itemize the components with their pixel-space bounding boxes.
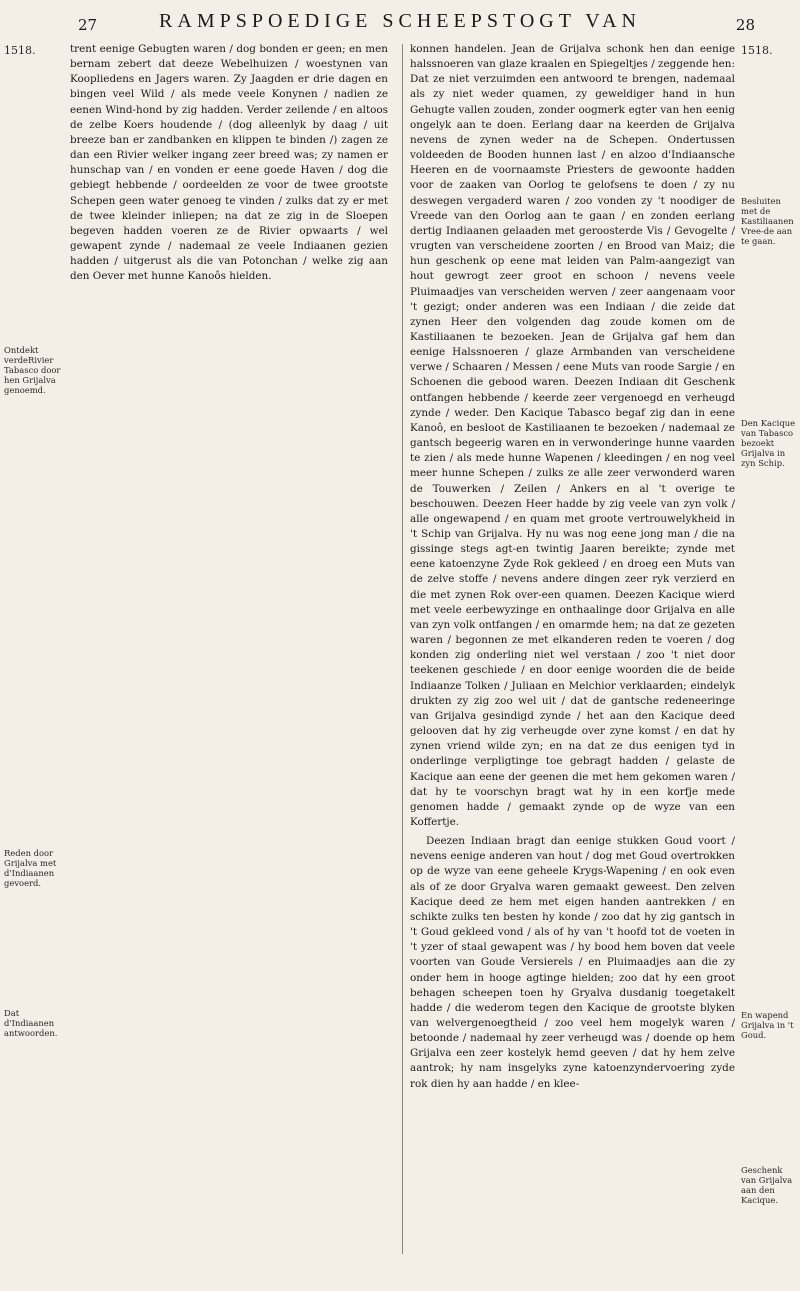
left-paragraph: trent eenige Gebugten waren / dog bonden er geen; en men bernam zebert dat deeze Webelhuizen / woestynen van Koopliedens en Jagers waren. Zy Jaagden er drie dagen en bingen veel Wild / als mede veele Konynen / nadien ze eenen Wind-hond by zig hadden. Verder zeilende / en altoos de zelbe Koers houdende / (dog alleenlyk by daag / uit breeze ban er zandbanken en klippen te binden /) zagen ze dan een Rivier welker ingang zeer breed was; zy namen er hunschap van / en vonden er eene goede Haven / dog die gebiegt hebbende / oordeelden ze voor de twee grootste Schepen geen water genoeg te vinden / zulks dat zy er met de twee kleinder inliepen; na dat ze zig in de Sloepen begeven hadden voeren ze de Rivier opwaarts / wel gewapent zynde / nademaal ze veele Indiaanen gezien hadden / uitgerust als die van Potonchan / welke zig aan den Oever met hunne Kanoôs hielden. — [70, 43, 388, 283]
left-margin-year: 1518. — [4, 44, 36, 57]
running-header — [0, 6, 800, 46]
right-paragraph: konnen handelen. Jean de Grijalva schonk hen dan eenige halssnoeren van glaze kraalen en Spiegeltjes / zeggende hen: Dat ze niet verzuimden een antwoord te brengen, nademaal als zy niet weder quamen, zy geweldiger hand in hun Gehugte vallen zouden, zonder oogmerk egter van hen eenig ongelyk aan te doen. Eerlang daar na keerden de Grijalva nevens de zynen weder na de Schepen. Ondertussen voldeeden de Booden hunnen last / en alzoo d'Indiaansche Heeren en de voornaamste Priesters de gewoonte hadden voor de zaaken van Oorlog te gelofsens te doen / zy nu deswegen vergaderd waren / zoo vonden zy 't noodiger de Vreede van den Oorlog aan te gaan / en zonden eerlang dertig Indiaanen gelaaden met geroosterde Vis / Gevogelte / vrugten van verscheidene zoorten / en Brood van Maiz; die hun geschenk op eene mat leiden van Palm-aangezigt van hout gewrogt zeer groot en schoon / nevens veele Pluimaadjes van verscheiden werven / zeer aangenaam voor 't gezigt; onder anderen was een Indiaan / die zeide dat zynen Heer den volgenden dag zoude komen om de Kastiliaanen te bezoeken. Jean de Grijalva gaf hem dan eenige Halssnoeren / glaze Armbanden van verscheidene verwe / Schaaren / Messen / eene Muts van roode Sargie / en Schoenen die gebood waren. Deezen Indiaan dit Geschenk ontfangen hebbende / keerde zeer vergenoegd en verheugd zynde / weder. Den Kacique Tabasco begaf zig dan in eene Kanoô, en besloot de Kastiliaanen te bezoeken / nademaal ze gantsch begeerig waren en in verwonderinge hunne vaarden te zien / als mede hunne Wapenen / kleedingen / en nog veel meer hunne Schepen / zulks ze alle zeer verwonderd waren de Touwerken / Zeilen / Ankers en al 't overige te beschouwen. Deezen Heer hadde by zig veele van zyn volk / alle ongewapend / en quam met groote vertrouwelykheid in 't Schip van Grijalva. Hy nu was nog eene jong man / die na gissinge stegs agt-en twintig Jaaren bereikte; zynde met eene katoenzyne Zyde Rok gekleed / en droeg een Muts van de zelve stoffe / nevens andere dingen zeer ryk verzierd en die met zynen Rok over-een quamen. Deezen Kacique wierd met veele eerbewyzinge en onthaalinge door Grijalva en alle van zyn volk ontfangen / en omarmde hem; na dat ze gezeten waren / begonnen ze met elkanderen reden te voeren / dog konden zig onderling niet wel verstaan / zoo 't niet door teekenen geschiede / en door eenige woorden die de beide Indiaanze Tolken / Juliaan en Melchior verklaarden; eindelyk drukten zy zig zoo wel uit / dat de gantsche redeneeringe van Grijalva gesindigd zynde / het aan den Kacique deed gelooven dat hy zig verheugde over zyne komst / en dat hy zynen vriend wilde zyn; en na dat ze dus eenigen tyd in onderlinge verpligtinge toe gebragt hadden / gelaste de Kacique aan eene der geenen die met hem gekomen waren / dat hy te voorschyn bragt wat hy in een korfje mede genomen hadde / gemaakt zynde op de wyze van een Koffertje. — [410, 43, 735, 828]
right-margin-year: 1518. — [741, 44, 773, 57]
column-divider — [402, 44, 403, 1254]
right-margin-note-gold: En wapend Grijalva in 't Goud. — [741, 1010, 794, 1040]
left-margin-note-speech: Reden door Grijalva met d'Indiaanen gevoerd. — [4, 848, 57, 888]
left-margin-note-answer: Dat d'Indiaanen antwoorden. — [4, 1008, 58, 1038]
left-text-column — [70, 42, 388, 289]
right-margin-note-visit: Den Kacique van Tabasco bezoekt Grijalva in zyn Schip. — [741, 418, 796, 468]
left-page-number: 27 — [78, 16, 98, 34]
right-text-column — [410, 42, 735, 1096]
right-margin-note-gift: Geschenk van Grijalva aan den Kacique. — [741, 1165, 793, 1205]
right-margin-note-peace: Besluiten met de Kastiliaanen Vree-de aan te gaan. — [741, 196, 794, 246]
right-paragraph: Deezen Indiaan bragt dan eenige stukken Goud voort / nevens eenige anderen van hout / dog met Goud overtrokken op de wyze van eene geheele Krygs-Wapening / en ook even als of ze door Gryalva waren gemaakt geweest. Den zelven Kacique deed ze hem met eigen handen aantrekken / en schikte zulks ten besten hy konde / zoo dat hy zig gantsch in 't Goud gekleed vond / als of hy van 't hoofd tot de voeten in 't yzer of staal gewapent was / hy bood hem boven dat veele voorten van Goude Versierels / en Pluimaadjes aan die zy onder hem in hooge agtinge hielden; zoo dat hy een groot behagen scheepen toen hy Gryalva dusdanig toegetakelt hadde / die wederom tegen den Kacique de grootste blyken van welvergenoegtheid / zoo veel hem mogelyk waren / betoonde / nademaal hy zeer verheugd was / doende op hem Grijalva een zeer kostelyk hemd geeven / dat hy hem zelve aantrok; hy nam insgelyks zyne katoenzyndervoering zyde rok dien hy aan hadde / en klee- — [410, 835, 735, 1090]
running-title: RAMPSPOEDIGE SCHEEPSTOGT VAN — [159, 10, 641, 32]
right-page-number: 28 — [735, 16, 755, 34]
left-margin-note-discovery: Ontdekt verdeRivier Tabasco door hen Grijalva genoemd. — [4, 345, 61, 395]
